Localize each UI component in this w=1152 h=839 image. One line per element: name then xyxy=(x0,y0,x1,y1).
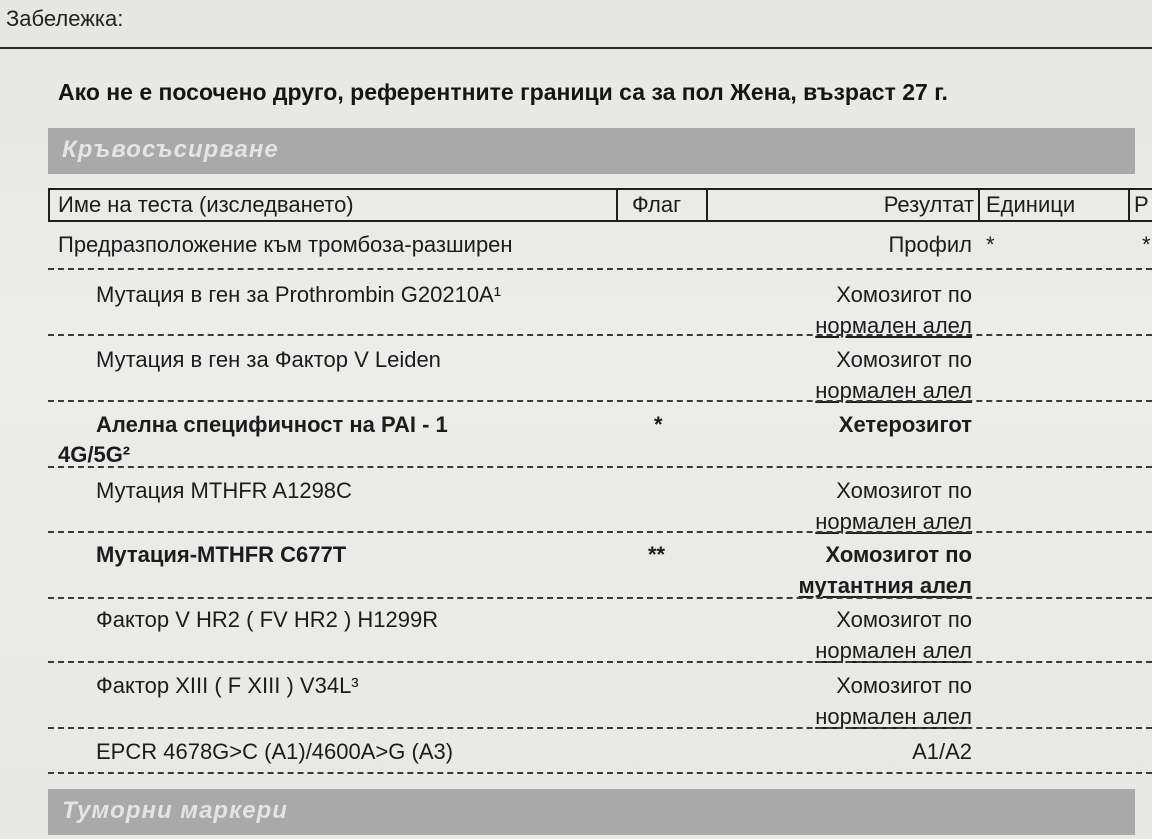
column-header-test-name: Име на теста (изследването) xyxy=(48,188,618,222)
test-result: Хомозигот по нормален алел xyxy=(815,478,972,534)
row-divider xyxy=(48,661,1152,663)
test-name: Мутация в ген за Фактор V Leiden xyxy=(96,347,441,372)
column-header-flag: Флаг xyxy=(616,188,708,222)
row-divider xyxy=(48,334,1152,336)
row-divider xyxy=(48,772,1152,774)
test-name: Мутация в ген за Prothrombin G20210A¹ xyxy=(96,282,502,307)
row-divider xyxy=(48,531,1152,533)
row-divider xyxy=(48,727,1152,729)
section-header-coagulation xyxy=(48,128,1135,174)
test-result: Хомозигот по нормален алел xyxy=(815,347,972,403)
column-header-result: Резултат xyxy=(706,188,980,222)
test-name: Мутация MTHFR A1298C xyxy=(96,478,352,503)
test-name: Фактор V HR2 ( FV HR2 ) H1299R xyxy=(96,607,439,632)
row-divider xyxy=(48,597,1152,599)
row-divider xyxy=(48,400,1152,402)
note-divider xyxy=(0,47,1152,49)
section-header-tumor-markers xyxy=(48,789,1135,835)
section-title-coagulation: Кръвосъсирване xyxy=(62,136,279,163)
units-value: * xyxy=(986,232,995,257)
test-name: Алелна специфичност на PAI - 1 xyxy=(96,412,448,437)
test-result: Хомозигот по нормален алел xyxy=(815,282,972,338)
reference-value: * xyxy=(1142,232,1151,257)
row-divider xyxy=(48,268,1152,270)
test-result: Хомозигот по мутантния алел xyxy=(798,542,972,598)
test-name: EPCR 4678G>C (A1)/4600A>G (A3) xyxy=(96,739,454,764)
note-label: Забележка: xyxy=(6,6,124,31)
test-flag: * xyxy=(654,412,663,437)
test-name: Мутация-MTHFR C677T xyxy=(96,542,347,567)
test-name: Предразположение към тромбоза-разширен xyxy=(58,232,513,257)
column-header-units: Единици xyxy=(978,188,1130,222)
test-result: Хетерозигот xyxy=(838,412,972,437)
test-name: Фактор XIII ( F XIII ) V34L³ xyxy=(96,673,359,698)
test-flag: ** xyxy=(648,542,666,567)
test-result: Профил xyxy=(888,232,972,257)
test-result: Хомозигот по нормален алел xyxy=(815,673,972,729)
test-result: Хомозигот по нормален алел xyxy=(815,607,972,663)
test-result: A1/A2 xyxy=(912,739,972,764)
section-title-tumor-markers: Туморни маркери xyxy=(62,797,288,824)
test-name-continued: 4G/5G² xyxy=(58,442,131,467)
row-divider xyxy=(48,466,1152,468)
column-header-reference: Р xyxy=(1128,188,1152,222)
reference-range-note: Ако не е посочено друго, референтните граници са за пол Жена, възраст 27 г. xyxy=(58,79,948,105)
